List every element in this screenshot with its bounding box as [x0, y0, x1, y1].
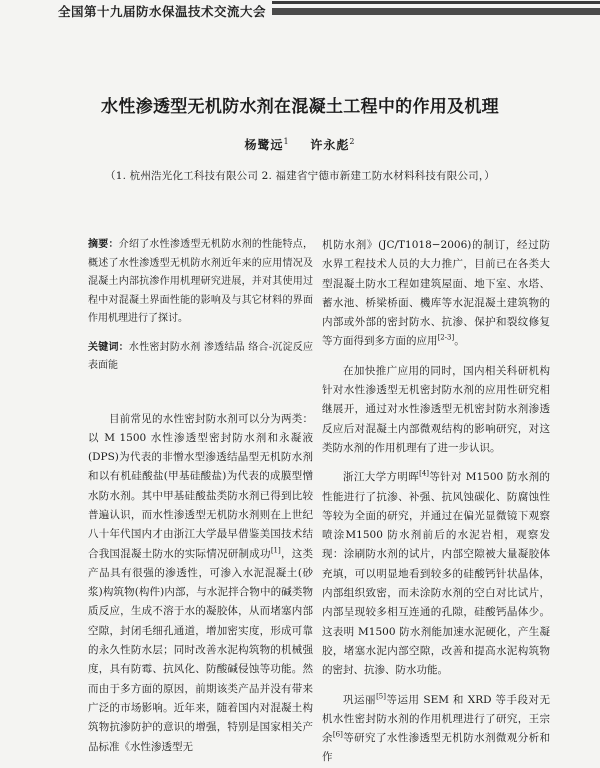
header-rule	[272, 1, 600, 15]
citation-ref: [4]	[419, 469, 430, 478]
paragraph-text: ，这类产品具有很强的渗透性，可渗入水泥混凝土(砂浆)构筑物(构件)内部，与水泥拌合物中的碱类物质反应，生成不溶于水的凝胶体，从而堵塞内部空隙，封闭毛细孔通道，增加密实度，形成可靠的永久性防水层；同时改善水泥构筑物的机械强度，具有防霉、抗风化、防酸碱侵蚀等功能。然而由于多方面的原因，前期该类产品并没有带来广泛的市场影响。近年来，随着国内对混凝土构筑物抗渗防护的意识的增强，特别是国家相关产品标准《水性渗透型无	[88, 547, 314, 753]
paragraph-text: 浙江大学方明晖	[343, 471, 420, 484]
keywords-text: 水性密封防水剂 渗透结晶 络合-沉淀反应 表面能	[88, 341, 313, 371]
keywords-label: 关键词：	[88, 341, 129, 353]
body-paragraph	[322, 691, 550, 768]
conference-name: 全国第十九届防水保温技术交流大会	[58, 4, 267, 19]
keywords	[88, 339, 313, 376]
body-paragraph	[88, 410, 313, 757]
paragraph-text: 。	[454, 335, 465, 348]
paragraph-text: 等针对 M1500 防水剂的性能进行了抗渗、补强、抗风蚀碳化、防腐蚀性等较为全面的研究，并通过在偏光显微镜下观察喷涂M1500 防水剂前后的水泥岩相，观察发现：涂刷防水剂的试片，内部空隙被大量凝胶体充填，可以明显地看到较多的硅酸钙针状晶体，内部组织致密，而未涂防水剂的空白对比试片，内部呈现较多相互连通的孔隙，硅酸钙晶体少。这表明 M1500 防水剂能加速水泥硬化，产生凝胶，堵塞水泥内部空隙，改善和提高水泥构筑物的密封、抗渗、防水功能。	[322, 471, 550, 677]
body-paragraph	[322, 236, 550, 352]
citation-ref: [2-3]	[437, 333, 455, 342]
paragraph-text: 等运用 SEM 和 XRD 等手段对无机水性密封防水剂的作用机理进行了研究，王宗余	[322, 693, 550, 745]
paragraph-text: 机防水剂》(JC/T1018−2006)的制订，经过防水界工程技术人员的大力推广，目前已在各类大型混凝土防水工程如建筑屋面、地下室、水塔、蓄水池、桥梁桥面、機库等水泥混凝土建筑物的内部或外部的密封防水、抗渗、保护和裂纹修复等方面得到多方面的应用	[322, 239, 550, 348]
conference-header	[0, 0, 600, 22]
paragraph-text: 巩运丽	[343, 693, 377, 706]
author-mark: 2	[349, 137, 356, 146]
affiliations: （1. 杭州浩光化工科技有限公司 2. 福建省宁德市新建工防水材料科技有限公司，）	[105, 170, 495, 182]
right-column	[322, 236, 550, 768]
author-mark: 1	[283, 137, 290, 146]
paper-title: 水性渗透型无机防水剂在混凝土工程中的作用及机理	[101, 97, 499, 117]
paragraph-text: 目前常见的水性密封防水剂可以分为两类：以 M 1500 水性渗透型密封防水剂和永凝液(DPS)为代表的非憎水型渗透结晶型无机防水剂和以有机硅酸盐(甲基硅酸盐)为代表的成膜型憎水防水剂。其中甲基硅酸盐类防水剂已得到比较普遍认识，而水性渗透型无机防水剂则在上世纪八十年代国内才由浙江大学最早借鉴美国技术结合我国混凝土防水的实际情况研制成功	[88, 412, 313, 560]
citation-ref: [6]	[332, 730, 343, 739]
citation-ref: [5]	[376, 692, 386, 701]
abstract-text: 介绍了水性渗透型无机防水剂的性能特点，概述了水性渗透型无机防水剂近年来的应用情况及混凝土内部抗渗作用机理研究进展，并对其使用过程中对混凝土界面性能的影响及与其它材料的界面作用机理进行了探讨。	[88, 239, 314, 324]
paragraph-text: 在加快推广应用的同时，国内相关科研机构针对水性渗透型无机密封防水剂的应用性研究相继展开，通过对水性渗透型无机密封防水剂渗透反应后对混凝土内部微观结构的影响研究，对这类防水剂的作用机理有了进一步认识。	[322, 364, 550, 454]
citation-ref: [1]	[270, 546, 281, 555]
body-paragraph	[322, 468, 550, 680]
author-name: 许永彪	[310, 138, 350, 152]
left-column	[88, 236, 313, 757]
abstract-label: 摘要：	[88, 239, 119, 250]
author-name: 杨鹭远	[244, 138, 284, 152]
paragraph-text: 等研究了水性渗透型无机防水剂微观分析和作	[322, 732, 551, 764]
abstract	[88, 236, 313, 329]
author-line	[0, 136, 600, 153]
body-paragraph	[322, 362, 550, 458]
